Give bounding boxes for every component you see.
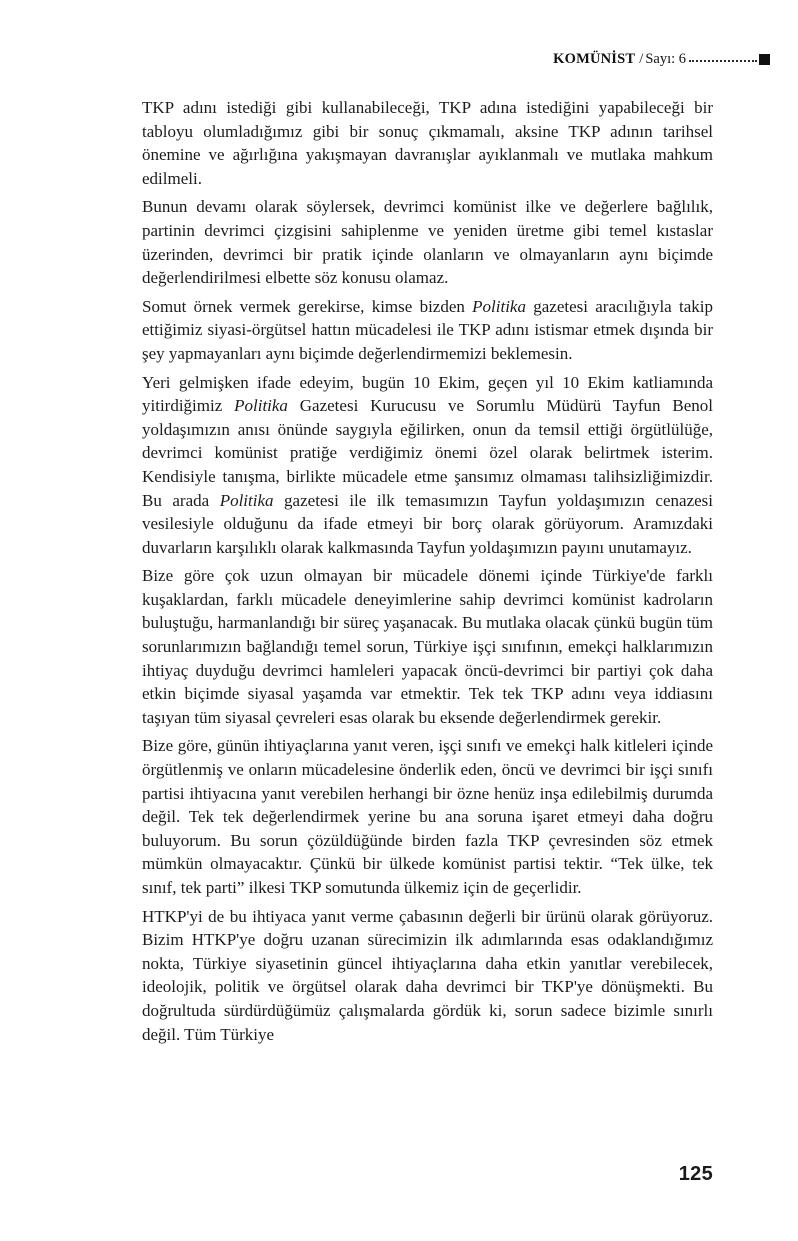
publication-title: KOMÜNİST xyxy=(553,50,636,67)
paragraph xyxy=(142,564,713,729)
emphasized-text: Politika xyxy=(219,490,274,510)
paragraph-text: Gazetesi Kurucusu ve Sorumlu Müdürü Tayfun Benol yoldaşımızın anısı önünde saygıyla eğilirken, onun da temsil ettiği örgütlülüğe, devrimci komünist pratiğe verdiğimiz önemi özel olarak belirtmek isterim. Kendisiyle tanışma, birlikte mücadele etme şansımız olmaması talihsizliğimizdir. Bu arada xyxy=(142,396,713,510)
paragraph xyxy=(142,295,713,366)
paragraph-text: HTKP'yi de bu ihtiyaca yanıt verme çabasının değerli bir ürünü olarak görüyoruz. Bizim HTKP'ye doğru uzanan sürecimizin ilk adımlarında esas odaklandığımız nokta, Türkiye siyasetinin güncel ihtiyaçlarına daha etkin yanıtlar verebilecek, ideolojik, politik ve örgütsel olarak daha devrimci bir TKP'ye dönüşmekti. Bu doğrultuda sürdürdüğümüz çalışmalarda gördük ki, sorun sadece bizimle sınırlı değil. Tüm Türkiye xyxy=(142,906,713,1044)
header-separator: / xyxy=(639,50,644,67)
paragraph xyxy=(142,905,713,1047)
square-marker-icon xyxy=(759,54,770,65)
emphasized-text: Politika xyxy=(234,396,288,416)
issue-number: Sayı: 6 xyxy=(645,50,686,67)
paragraph-text: Bize göre, günün ihtiyaçlarına yanıt veren, işçi sınıfı ve emekçi halk kitleleri içinde örgütlenmiş ve onların mücadelesine önderlik eden, öncü ve devrimci bir işçi sınıfı partisi ihtiyacına yanıt verebilen herhangi bir özne henüz inşa edilebilmiş durumda değil. Tek tek değerlendirmek yerine bu ana soruna işaret etmeyi daha doğru buluyorum. Bu sorun çözüldüğünde birden fazla TKP çevresinden söz etmek mümkün olmayacaktır. Çünkü bir ülkede komünist partisi tektir. “Tek ülke, tek sınıf, tek parti” ilkesi TKP somutunda ülkemiz için de geçerlidir. xyxy=(142,736,713,897)
paragraph-text: Bunun devamı olarak söylersek, devrimci komünist ilke ve değerlere bağlılık, partinin devrimci çizgisini sahiplenme ve yeniden üretme gibi temel kıstaslar üzerinden, devrimci bir pratik içinde olanların ve olmayanların aynı biçimde değerlendirilmesi elbette söz konusu olamaz. xyxy=(142,197,713,288)
paragraph xyxy=(142,96,713,190)
page-number: 125 xyxy=(678,1163,713,1185)
paragraph xyxy=(142,195,713,289)
body-text-column xyxy=(142,96,713,1046)
paragraph-text: gazetesi aracılığıyla takip ettiğimiz siyasi-örgütsel hattın mücadelesi ile TKP adını istismar etmek dışında bir şey yapmayanları aynı biçimde değerlendirmemizi beklemesin. xyxy=(142,296,713,363)
paragraph-text: Bize göre çok uzun olmayan bir mücadele dönemi içinde Türkiye'de farklı kuşaklardan, farklı mücadele deneyimlerine sahip devrimci komünist kadroların buluştuğu, harmanlandığı bir süreç yaşanacak. Bu mutlaka olacak çünkü bugün tüm sorunlarımızın bağlandığı temel sorun, Türkiye işçi sınıfının, emekçi halklarımızın ihtiyaç duyduğu devrimci hamleleri yapacak öncü-devrimci bir partiyi çok daha etkin biçimde siyasal yaşamda var etmektir. Tek tek TKP adını veya iddiasını taşıyan tüm siyasal çevreleri esas olarak bu eksende değerlendirmek gerekir. xyxy=(142,566,713,727)
emphasized-text: Politika xyxy=(472,296,526,316)
paragraph xyxy=(142,734,713,899)
paragraph xyxy=(142,371,713,560)
paragraph-text: TKP adını istediği gibi kullanabileceği, TKP adına istediğini yapabileceği bir tabloyu olumladığımız gibi bir sonuç çıkmamalı, aksine TKP adının tarihsel önemine ve ağırlığına yakışmayan davranışlar ayıklanmalı ve mutlaka mahkum edilmeli. xyxy=(142,98,713,188)
paragraph-text: Somut örnek vermek gerekirse, kimse bizden xyxy=(142,296,473,316)
dotted-rule xyxy=(689,59,757,62)
running-header xyxy=(142,48,770,70)
paragraph-text: Yeri gelmişken ifade edeyim, bugün 10 Ekim, geçen yıl 10 Ekim katliamında yitirdiğimiz xyxy=(142,372,713,416)
paragraph-text: gazetesi ile ilk temasımızın Tayfun yoldaşımızın cenazesi vesilesiyle olduğunu da ifade etmeyi bir borç olarak görüyorum. Aramızdaki duvarların karşılıklı olarak kalkmasında Tayfun yoldaşımızın payını unutamayız. xyxy=(142,490,713,557)
